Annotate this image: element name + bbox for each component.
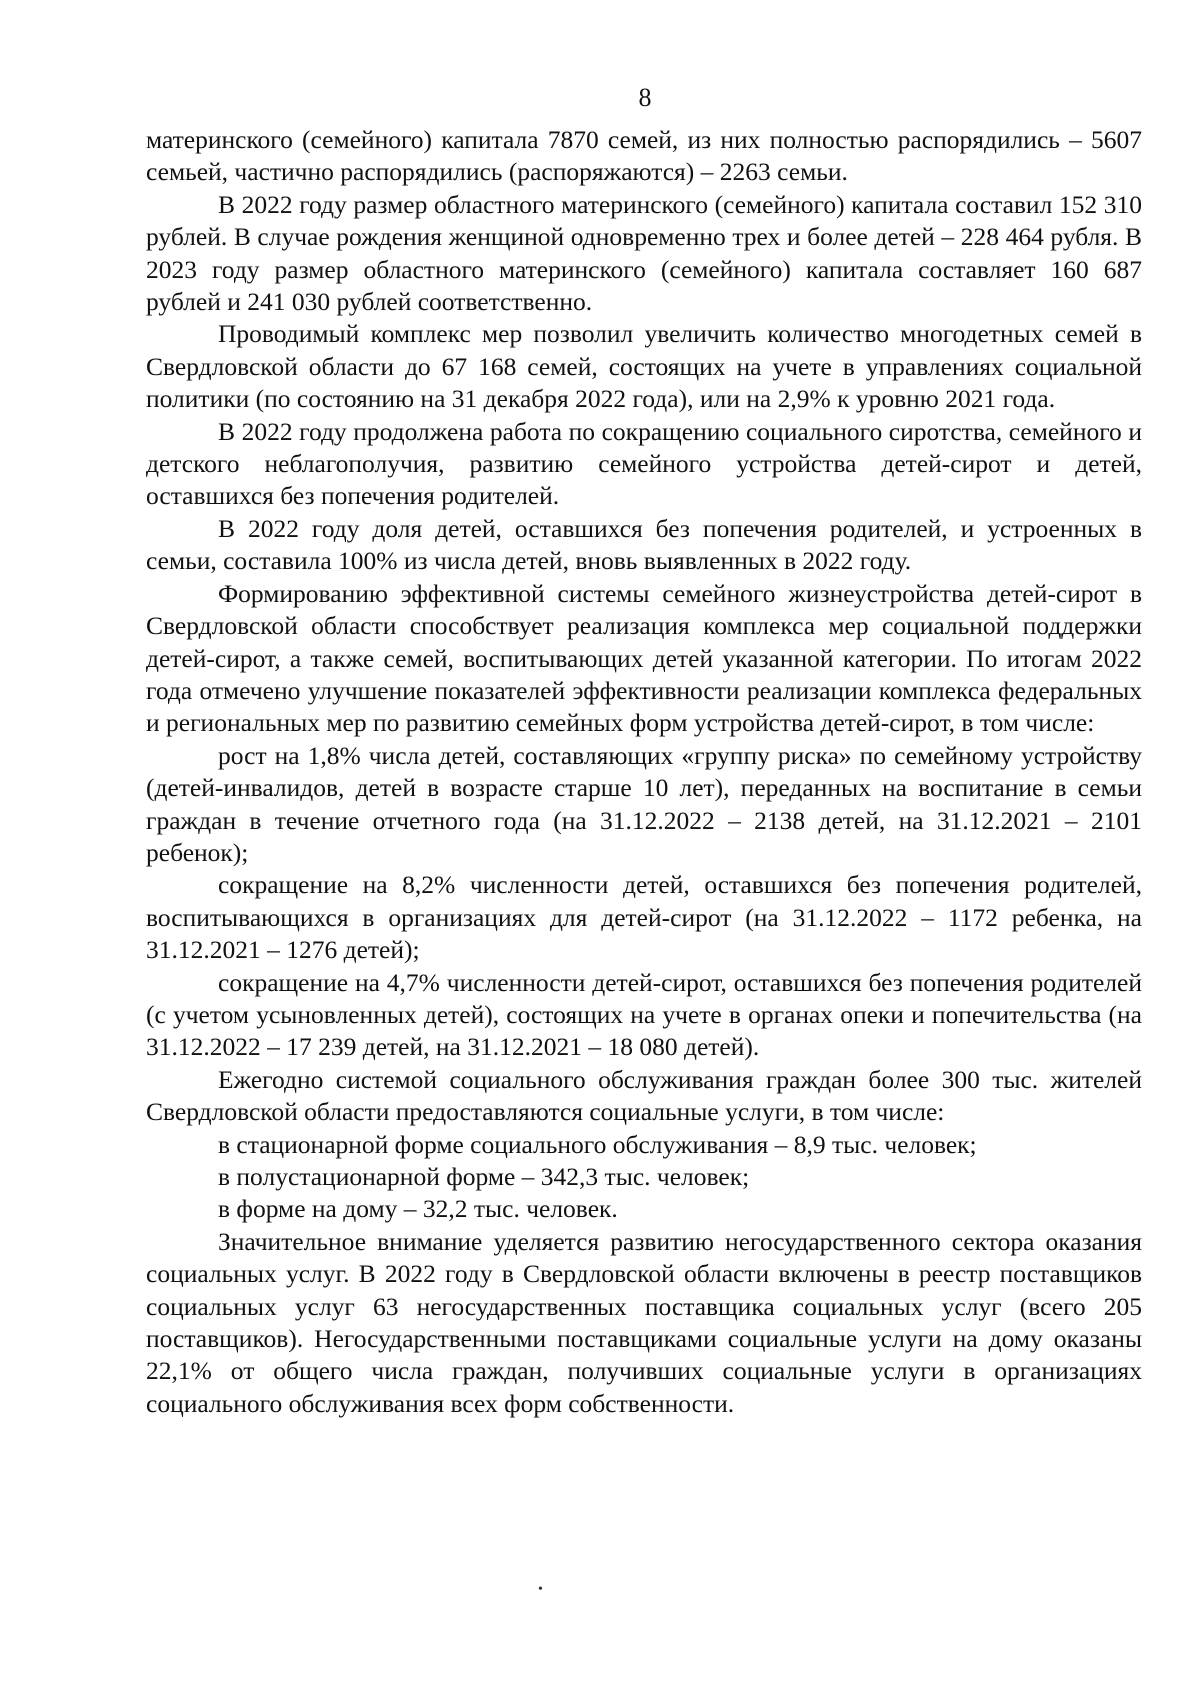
paragraph-placement-share: В 2022 году доля детей, оставшихся без попечения родителей, и устроенных в семьи, составила 100% из числа детей, вновь выявленных в 2022 году. (146, 513, 1142, 576)
list-item-risk-group: рост на 1,8% числа детей, составляющих «группу риска» по семейному устройству (детей-инвалидов, детей в возрасте старше 10 лет), переданных на воспитание в семьи граждан в течение отчетного года (на 31.12.2022 – 2138 детей, на 31.12.2021 – 2101 ребенок); (146, 740, 1142, 867)
paragraph-social-services: Ежегодно системой социального обслуживания граждан более 300 тыс. жителей Свердловской области предоставляются социальные услуги, в том числе: (146, 1064, 1142, 1127)
page-number: 8 (638, 83, 652, 112)
paragraph-continuation: материнского (семейного) капитала 7870 семей, из них полностью распорядились – 5607 семьей, частично распорядились (распоряжаются) – 2263 семьи. (146, 125, 1142, 187)
list-item-institutions: сокращение на 8,2% численности детей, оставшихся без попечения родителей, воспитывающихся в организациях для детей-сирот (на 31.12.2022 – 1172 ребенка, на 31.12.2021 – 1276 детей); (146, 870, 1142, 965)
paragraph-maternity-capital: В 2022 году размер областного материнского (семейного) капитала составил 152 310 рублей. В случае рождения женщиной одновременно трех и более детей – 228 464 рубля. В 2023 году размер областного материнского (семейного) капитала составляет 160 687 рублей и 241 030 рублей соответственно. (146, 189, 1142, 317)
paragraph-large-families: Проводимый комплекс мер позволил увеличить количество многодетных семей в Свердловской области до 67 168 семей, состоящих на учете в управлениях социальной политики (по состоянию на 31 декабря 2022 года), или на 2,9% к уровню 2021 года. (146, 319, 1142, 414)
list-item-stationary: в стационарной форме социального обслуживания – 8,9 тыс. человек; (218, 1129, 977, 1159)
list-item-guardianship: сокращение на 4,7% численности детей-сирот, оставшихся без попечения родителей (с учетом усыновленных детей), состоящих на учете в органах опеки и попечительства (на 31.12.2022 – 17 239 детей, на 31.12.2021 – 18 080 детей). (146, 967, 1142, 1062)
list-item-semi-stationary: в полустационарной форме – 342,3 тыс. человек; (218, 1162, 750, 1191)
paragraph-non-state-sector: Значительное внимание уделяется развитию негосударственного сектора оказания социальных услуг. В 2022 году в Свердловской области включены в реестр поставщиков социальных услуг 63 негосударственных поставщика социальных услуг (всего 205 поставщиков). Негосударственными поставщиками социальные услуги на дому оказаны 22,1% от общего числа граждан, получивших социальные услуги в организациях социального обслуживания всех форм собственности. (146, 1226, 1142, 1418)
paragraph-orphanhood-work: В 2022 году продолжена работа по сокращению социального сиротства, семейного и детского неблагополучия, развитию семейного устройства детей-сирот и детей, оставшихся без попечения родителей. (146, 416, 1142, 511)
list-item-home-form: в форме на дому – 32,2 тыс. человек. (218, 1194, 618, 1224)
paragraph-family-placement-system: Формированию эффективной системы семейного жизнеустройства детей-сирот в Свердловской области способствует реализация комплекса мер социальной поддержки детей-сирот, а также семей, воспитывающих детей указанной категории. По итогам 2022 года отмечено улучшение показателей эффективности реализации комплекса федеральных и региональных мер по развитию семейных форм устройства детей-сирот, в том числе: (146, 578, 1142, 738)
body-text (146, 124, 1142, 1420)
scan-speck: • (538, 1582, 543, 1597)
